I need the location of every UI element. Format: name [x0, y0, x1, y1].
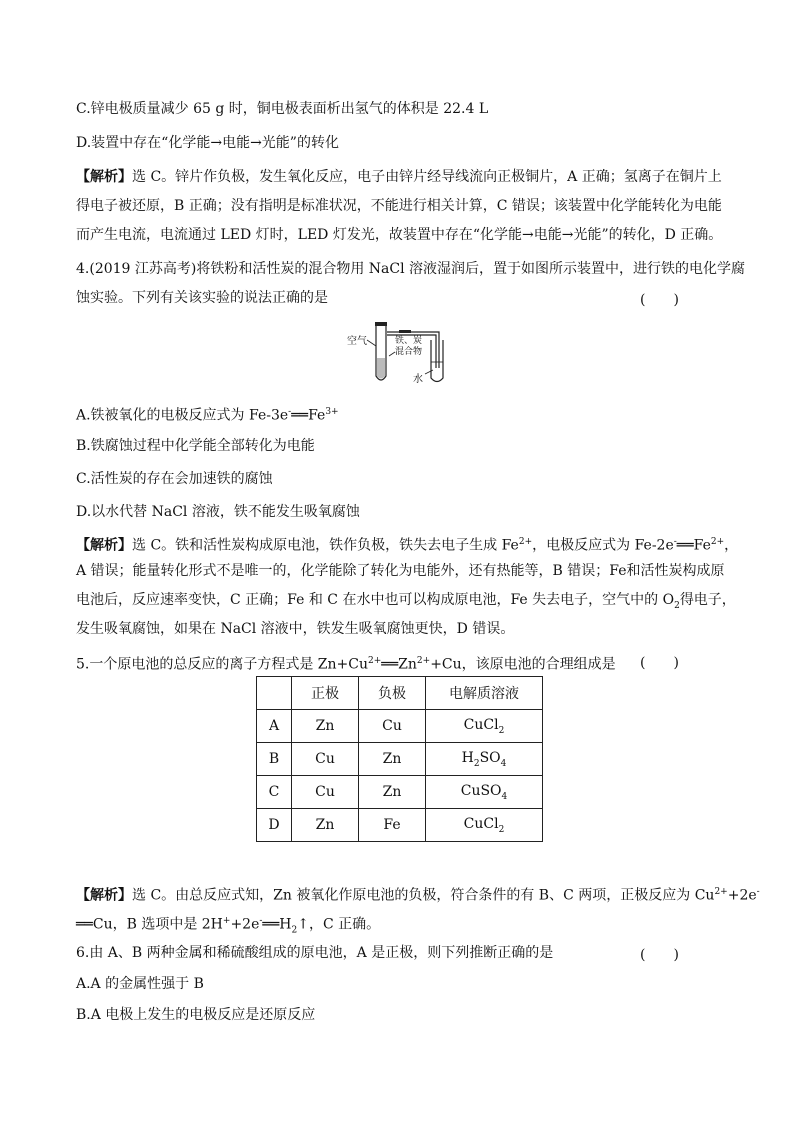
q4-option-d: D.以水代替 NaCl 溶液，铁不能发生吸氧腐蚀 [76, 504, 360, 520]
positive-electrode-cell: Zn [292, 809, 359, 842]
electrolyte-cell: CuCl$_2$ [426, 710, 543, 743]
table-row [257, 809, 543, 842]
q3-analysis-line-2: 得电子被还原，B 正确；没有指明是标准状况，不能进行相关计算，C 错误；该装置中化学能转化为电能 [76, 198, 722, 214]
analysis-tag: 【解析】 [76, 169, 132, 185]
q3-analysis-line-3: 而产生电流，电流通过 LED 灯时，LED 灯发光，故装置中存在“化学能→电能→光能”的转化，D 正确。 [76, 227, 723, 243]
q5-analysis-line-1: 【解析】选 C。由总反应式知，Zn 被氧化作原电池的负极，符合条件的有 B、C 两项，正极反应为 $Cu^{2+}+2e^-$ [76, 887, 760, 904]
negative-electrode-cell: Zn [359, 776, 426, 809]
q4-option-c: C.活性炭的存在会加速铁的腐蚀 [76, 471, 273, 487]
q4-analysis-line-4: 发生吸氧腐蚀，如果在 NaCl 溶液中，铁发生吸氧腐蚀更快，D 错误。 [76, 621, 515, 637]
positive-electrode-cell: Cu [292, 776, 359, 809]
q5-stem: 5.一个原电池的总反应的离子方程式是 $Zn+Cu^{2+}══Zn^{2+}+Cu$，该原电池的合理组成是 [76, 656, 616, 673]
q6-option-a: A.A 的金属性强于 B [76, 976, 204, 992]
q3-option-d: D.装置中存在“化学能→电能→光能”的转化 [76, 135, 339, 151]
q6-option-b: B.A 电极上发生的电极反应是还原反应 [76, 1007, 316, 1023]
q4-analysis-line-1: 【解析】选 C。铁和活性炭构成原电池，铁作负极，铁失去电子生成 $Fe^{2+}$，电极反应式为 $Fe-2e^-══Fe^{2+}$， [76, 537, 739, 554]
q5-options-table [256, 676, 543, 842]
q5-answer-paren: ( ) [640, 655, 679, 671]
q5-analysis-line-2: ══Cu，B 选项中是 $2H^++2e^-══H_2↑$，C 正确。 [76, 916, 381, 936]
electrolyte-cell: $H_2SO_4$ [426, 743, 543, 776]
q3-option-c: C.锌电极质量减少 65 g 时，铜电极表面析出氢气的体积是 22.4 L [76, 101, 489, 117]
q4-stem-line-2: 蚀实验。下列有关该实验的说法正确的是 [76, 290, 328, 306]
electrolyte-cell: CuSO$_4$ [426, 776, 543, 809]
table-header-cell [257, 677, 292, 710]
q6-stem: 6.由 A、B 两种金属和稀硫酸组成的原电池，A 是正极，则下列推断正确的是 [76, 945, 554, 961]
q4-apparatus-figure [345, 318, 455, 390]
q3-analysis-line-1: 【解析】选 C。锌片作负极，发生氧化反应，电子由锌片经导线流向正极铜片，A 正确；氢离子在铜片上 [76, 169, 722, 185]
q6-answer-paren: ( ) [640, 947, 679, 963]
analysis-tag: 【解析】 [76, 537, 132, 554]
q4-analysis-line-2: A 错误；能量转化形式不是唯一的，化学能除了转化为电能外，还有热能等，B 错误；Fe和活性炭构成原 [76, 563, 725, 579]
positive-electrode-cell: Cu [292, 743, 359, 776]
table-row [257, 710, 543, 743]
table-header-cell: 电解质溶液 [426, 677, 543, 710]
option-cell: B [257, 743, 292, 776]
option-cell: A [257, 710, 292, 743]
option-cell: D [257, 809, 292, 842]
table-row [257, 776, 543, 809]
air-label: 空气 [347, 336, 367, 347]
negative-electrode-cell: Cu [359, 710, 426, 743]
positive-electrode-cell: Zn [292, 710, 359, 743]
negative-electrode-cell: Zn [359, 743, 426, 776]
table-row [257, 743, 543, 776]
analysis-tag: 【解析】 [76, 887, 132, 904]
q4-option-b: B.铁腐蚀过程中化学能全部转化为电能 [76, 438, 315, 454]
table-header-row [257, 677, 543, 710]
table-header-cell: 负极 [359, 677, 426, 710]
electrolyte-cell: CuCl$_2$ [426, 809, 543, 842]
q4-answer-paren: ( ) [640, 292, 679, 308]
q4-analysis-line-3: 电池后，反应速率变快，C 正确；Fe 和 C 在水中也可以构成原电池，Fe 失去电子，空气中的 $O_2$得电子， [76, 592, 736, 611]
table-header-cell: 正极 [292, 677, 359, 710]
q4-option-a: A.铁被氧化的电极反应式为 $Fe-3e^-══Fe^{3+}$ [76, 407, 339, 424]
mixture-label: 铁、炭 混合物 [395, 336, 423, 357]
option-cell: C [257, 776, 292, 809]
water-label: 水 [413, 374, 423, 385]
q4-stem-line-1: 4.(2019 江苏高考)将铁粉和活性炭的混合物用 NaCl 溶液湿润后，置于如图所示装置中，进行铁的电化学腐 [76, 261, 746, 277]
negative-electrode-cell: Fe [359, 809, 426, 842]
